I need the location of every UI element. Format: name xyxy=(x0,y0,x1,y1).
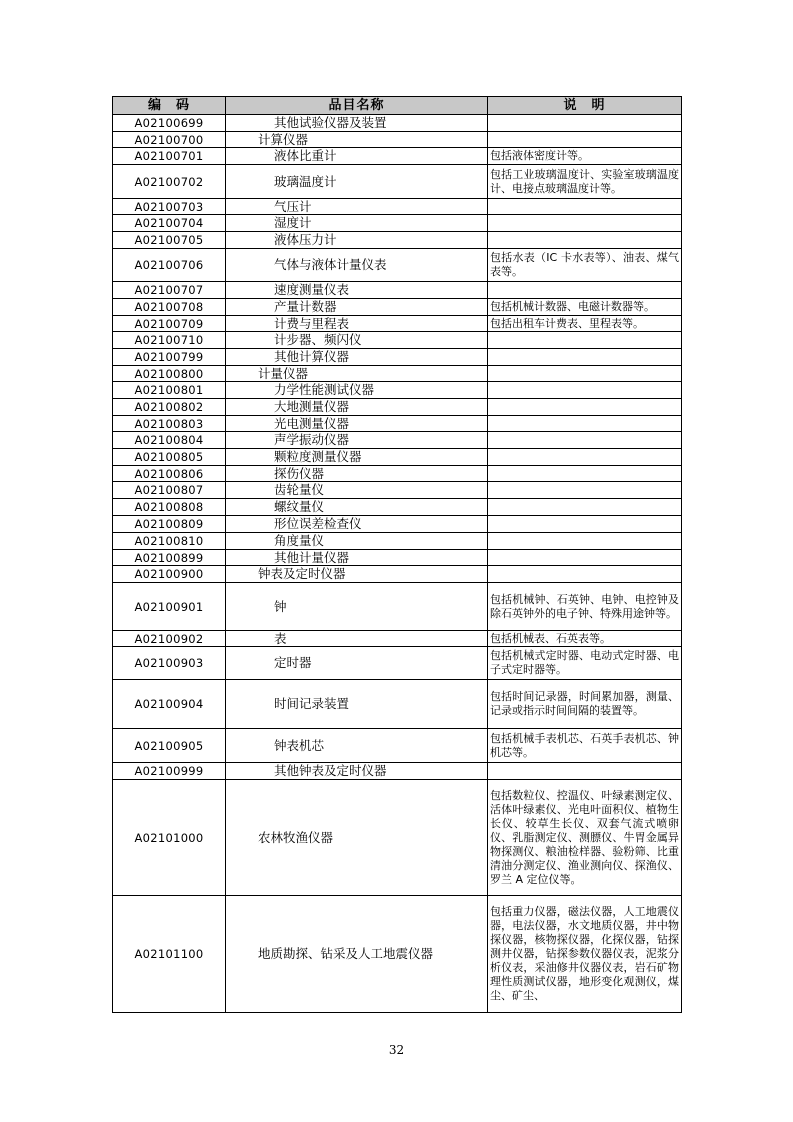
item-code: A02100901 xyxy=(113,583,226,631)
item-description: 包括数粒仪、控温仪、叶绿素测定仪、活体叶绿素仪、光电叶面积仪、植物生长仪、较草生长仪、双套气流式喷卵仪、乳脂测定仪、测膘仪、牛胃金属异物探测仪、粮油检样器、验粉筛、比重清油分测定仪、渔业测向仪、探渔仪、罗兰 A 定位仪等。 xyxy=(488,780,682,896)
item-description xyxy=(488,349,682,366)
item-description: 包括机械表、石英表等。 xyxy=(488,631,682,647)
table-row xyxy=(113,332,682,349)
table-row xyxy=(113,516,682,533)
table-row xyxy=(113,148,682,165)
catalog-table xyxy=(112,96,682,1013)
item-name: 颗粒度测量仪器 xyxy=(226,449,488,466)
table-row xyxy=(113,165,682,199)
item-description: 包括液体密度计等。 xyxy=(488,148,682,165)
item-code: A02100805 xyxy=(113,449,226,466)
item-name: 气压计 xyxy=(226,199,488,215)
item-description xyxy=(488,466,682,482)
item-name: 大地测量仪器 xyxy=(226,399,488,416)
item-description xyxy=(488,763,682,780)
item-code: A02100904 xyxy=(113,680,226,729)
item-code: A02100804 xyxy=(113,432,226,449)
item-name: 计步器、频闪仪 xyxy=(226,332,488,349)
item-code: A02100803 xyxy=(113,416,226,432)
item-description: 包括水表（IC 卡水表等）、油表、煤气表等。 xyxy=(488,249,682,282)
table-row xyxy=(113,647,682,680)
item-code: A02100799 xyxy=(113,349,226,366)
table-header-row xyxy=(113,97,682,115)
item-code: A02100903 xyxy=(113,647,226,680)
table-row xyxy=(113,249,682,282)
table-row xyxy=(113,299,682,316)
item-name: 钟 xyxy=(226,583,488,631)
item-name: 声学振动仪器 xyxy=(226,432,488,449)
item-name: 钟表及定时仪器 xyxy=(226,566,488,583)
table-row xyxy=(113,399,682,416)
table-row xyxy=(113,215,682,232)
item-code: A02100802 xyxy=(113,399,226,416)
item-code: A02100807 xyxy=(113,482,226,499)
item-description xyxy=(488,533,682,550)
header-item-name: 品目名称 xyxy=(226,97,488,115)
item-code: A02100808 xyxy=(113,499,226,516)
item-description: 包括时间记录器，时间累加器，测量、记录或指示时间间隔的装置等。 xyxy=(488,680,682,729)
item-name: 其他钟表及定时仪器 xyxy=(226,763,488,780)
item-name: 地质勘探、钻采及人工地震仪器 xyxy=(226,896,488,1013)
table-row xyxy=(113,232,682,249)
item-description xyxy=(488,566,682,583)
table-row xyxy=(113,115,682,132)
item-name: 其他试验仪器及装置 xyxy=(226,115,488,132)
item-code: A02100702 xyxy=(113,165,226,199)
item-code: A02100800 xyxy=(113,366,226,382)
table-row xyxy=(113,763,682,780)
table-row xyxy=(113,449,682,466)
table-row xyxy=(113,583,682,631)
table-row xyxy=(113,432,682,449)
table-body xyxy=(113,115,682,1013)
item-name: 气体与液体计量仪表 xyxy=(226,249,488,282)
item-name: 产量计数器 xyxy=(226,299,488,316)
item-name: 钟表机芯 xyxy=(226,729,488,763)
table-row xyxy=(113,282,682,299)
item-description xyxy=(488,416,682,432)
item-name: 齿轮量仪 xyxy=(226,482,488,499)
item-name: 力学性能测试仪器 xyxy=(226,382,488,399)
item-code: A02100706 xyxy=(113,249,226,282)
item-name: 计量仪器 xyxy=(226,366,488,382)
table-row xyxy=(113,382,682,399)
table-row xyxy=(113,550,682,566)
table-row xyxy=(113,349,682,366)
item-name: 探伤仪器 xyxy=(226,466,488,482)
item-description: 包括机械计数器、电磁计数器等。 xyxy=(488,299,682,316)
header-description: 说 明 xyxy=(488,97,682,115)
table-row xyxy=(113,680,682,729)
item-name: 角度量仪 xyxy=(226,533,488,550)
item-code: A02100806 xyxy=(113,466,226,482)
item-description xyxy=(488,482,682,499)
item-description xyxy=(488,432,682,449)
item-name: 液体比重计 xyxy=(226,148,488,165)
item-description: 包括机械式定时器、电动式定时器、电子式定时器等。 xyxy=(488,647,682,680)
item-name: 计费与里程表 xyxy=(226,316,488,332)
item-name: 其他计量仪器 xyxy=(226,550,488,566)
item-code: A02100709 xyxy=(113,316,226,332)
item-description xyxy=(488,282,682,299)
table-row xyxy=(113,416,682,432)
item-description xyxy=(488,550,682,566)
item-description xyxy=(488,115,682,132)
item-name: 其他计算仪器 xyxy=(226,349,488,366)
table-row xyxy=(113,466,682,482)
item-description xyxy=(488,516,682,533)
item-code: A02100809 xyxy=(113,516,226,533)
item-description xyxy=(488,449,682,466)
table-row xyxy=(113,729,682,763)
item-description xyxy=(488,499,682,516)
table-row xyxy=(113,533,682,550)
item-code: A02100700 xyxy=(113,132,226,148)
item-code: A02100902 xyxy=(113,631,226,647)
item-code: A02100900 xyxy=(113,566,226,583)
item-code: A02101100 xyxy=(113,896,226,1013)
item-code: A02100699 xyxy=(113,115,226,132)
item-name: 定时器 xyxy=(226,647,488,680)
table-row xyxy=(113,896,682,1013)
table-row xyxy=(113,366,682,382)
item-description xyxy=(488,232,682,249)
table-row xyxy=(113,780,682,896)
page-number: 32 xyxy=(388,1043,405,1057)
item-name: 玻璃温度计 xyxy=(226,165,488,199)
item-code: A02100810 xyxy=(113,533,226,550)
table-row xyxy=(113,199,682,215)
header-code: 编 码 xyxy=(113,97,226,115)
item-description xyxy=(488,399,682,416)
table-row xyxy=(113,482,682,499)
item-code: A02100705 xyxy=(113,232,226,249)
table-row xyxy=(113,316,682,332)
item-code: A02100701 xyxy=(113,148,226,165)
item-description: 包括重力仪器，磁法仪器，人工地震仪器，电法仪器，水文地质仪器，井中物探仪器，核物探仪器，化探仪器，钻探测井仪器，钻探参数仪器仪表，泥浆分析仪表，采油修井仪器仪表，岩石矿物理性质测试仪器，地形变化观测仪，煤尘、矿尘、 xyxy=(488,896,682,1013)
item-name: 形位误差检查仪 xyxy=(226,516,488,533)
item-description xyxy=(488,366,682,382)
table-row xyxy=(113,631,682,647)
item-name: 计算仪器 xyxy=(226,132,488,148)
item-description: 包括机械钟、石英钟、电钟、电控钟及除石英钟外的电子钟、特殊用途钟等。 xyxy=(488,583,682,631)
item-name: 时间记录装置 xyxy=(226,680,488,729)
item-description xyxy=(488,215,682,232)
item-description: 包括工业玻璃温度计、实验室玻璃温度计、电接点玻璃温度计等。 xyxy=(488,165,682,199)
item-code: A02100704 xyxy=(113,215,226,232)
item-name: 光电测量仪器 xyxy=(226,416,488,432)
item-description xyxy=(488,199,682,215)
item-description xyxy=(488,332,682,349)
table-row xyxy=(113,132,682,148)
item-code: A02100899 xyxy=(113,550,226,566)
table-row xyxy=(113,566,682,583)
item-name: 液体压力计 xyxy=(226,232,488,249)
item-code: A02100999 xyxy=(113,763,226,780)
item-name: 表 xyxy=(226,631,488,647)
item-code: A02101000 xyxy=(113,780,226,896)
item-description: 包括机械手表机芯、石英手表机芯、钟机芯等。 xyxy=(488,729,682,763)
table-row xyxy=(113,499,682,516)
item-name: 螺纹量仪 xyxy=(226,499,488,516)
item-description xyxy=(488,382,682,399)
item-description xyxy=(488,132,682,148)
item-name: 农林牧渔仪器 xyxy=(226,780,488,896)
item-code: A02100703 xyxy=(113,199,226,215)
item-code: A02100801 xyxy=(113,382,226,399)
item-name: 湿度计 xyxy=(226,215,488,232)
item-description: 包括出租车计费表、里程表等。 xyxy=(488,316,682,332)
item-code: A02100710 xyxy=(113,332,226,349)
item-code: A02100707 xyxy=(113,282,226,299)
item-code: A02100708 xyxy=(113,299,226,316)
item-name: 速度测量仪表 xyxy=(226,282,488,299)
item-code: A02100905 xyxy=(113,729,226,763)
